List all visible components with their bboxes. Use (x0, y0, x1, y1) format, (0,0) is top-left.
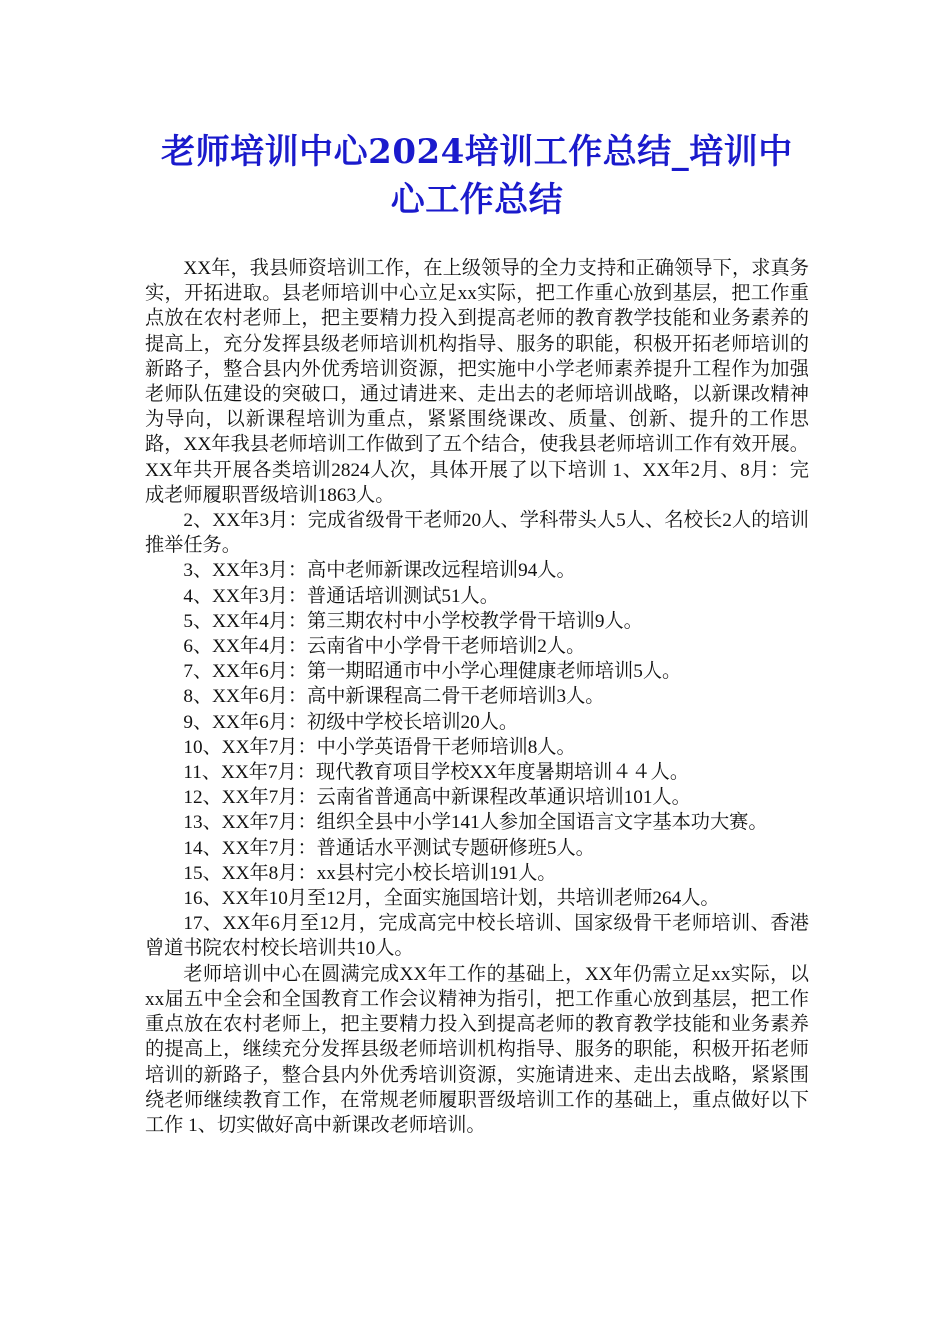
list-item: 12、XX年7月：云南省普通高中新课程改革通识培训101人。 (183, 787, 691, 809)
list-item: 10、XX年7月：中小学英语骨干老师培训8人。 (183, 736, 576, 758)
list-item: 4、XX年3月：普通话培训测试51人。 (183, 585, 499, 607)
paragraph-conclusion: 老师培训中心在圆满完成XX年工作的基础上，XX年仍需立足xx实际，以xx届五中全会和全国教育工作会议精神为指引，把工作重心放到基层，把工作重点放在农村老师上，把主要精力投入到提高老师的教育教学技能和业务素养的提高上，继续充分发挥县级老师培训机构指导、服务的职能，积极开拓老师培训的新路子，整合县内外优秀培训资源，实施请进来、走出去战略，紧紧围绕老师继续教育工作，在常规老师履职晋级培训工作的基础上，重点做好以下工作 1、切实做好高中新课改老师培训。 (145, 963, 809, 1136)
list-item: 8、XX年6月：高中新课程高二骨干老师培训3人。 (183, 686, 605, 708)
list-item: 14、XX年7月：普通话水平测试专题研修班5人。 (183, 837, 595, 859)
list-item: 7、XX年6月：第一期昭通市中小学心理健康老师培训5人。 (183, 661, 682, 683)
paragraph-intro: XX年，我县师资培训工作，在上级领导的全力支持和正确领导下，求真务实，开拓进取。县老师培训中心立足xx实际，把工作重心放到基层，把工作重点放在农村老师上，把主要精力投入到提高老师的教育教学技能和业务素养的提高上，充分发挥县级老师培训机构指导、服务的职能，积极开拓老师培训的新路子，整合县内外优秀培训资源，把实施中小学老师素养提升工程作为加强老师队伍建设的突破口，通过请进来、走出去的老师培训战略，以新课改精神为导向，以新课程培训为重点，紧紧围绕课改、质量、创新、提升的工作思路，XX年我县老师培训工作做到了五个结合，使我县老师培训工作有效开展。XX年共开展各类培训2824人次，具体开展了以下培训 1、XX年2月、8月：完成老师履职晋级培训1863人。 (145, 258, 809, 506)
list-item: 16、XX年10月至12月，全面实施国培计划，共培训老师264人。 (183, 888, 720, 910)
list-item: 13、XX年7月：组织全县中小学141人参加全国语言文字基本功大赛。 (183, 812, 768, 834)
list-item: 2、XX年3月：完成省级骨干老师20人、学科带头人5人、名校长2人的培训推举任务。 (145, 510, 809, 557)
list-item: 17、XX年6月至12月，完成高完中校长培训、国家级骨干老师培训、香港曾道书院农村校长培训共10人。 (145, 913, 809, 960)
list-item: 11、XX年7月：现代教育项目学校XX年度暑期培训４４人。 (183, 762, 690, 784)
document-title: 老师培训中心2024培训工作总结_培训中心工作总结 (161, 132, 793, 220)
list-item: 15、XX年8月：xx县村完小校长培训191人。 (183, 862, 557, 884)
list-item: 5、XX年4月：第三期农村中小学校教学骨干培训9人。 (183, 610, 643, 632)
list-item: 9、XX年6月：初级中学校长培训20人。 (183, 711, 519, 733)
document-body (145, 256, 809, 1138)
list-item: 3、XX年3月：高中老师新课改远程培训94人。 (183, 560, 576, 582)
document-page (145, 128, 809, 1138)
list-item: 6、XX年4月：云南省中小学骨干老师培训2人。 (183, 636, 586, 658)
